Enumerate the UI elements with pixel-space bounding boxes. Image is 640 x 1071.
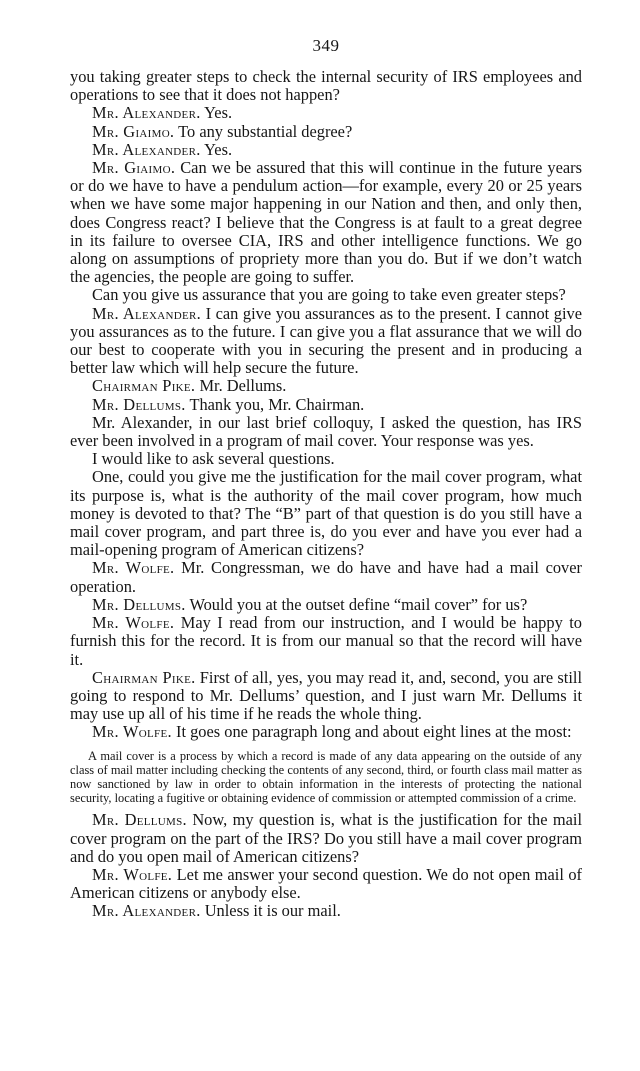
transcript-paragraph — [70, 141, 582, 159]
speaker-name: Mr. Alexander. — [92, 901, 201, 921]
paragraph-text: Yes. — [204, 103, 233, 123]
transcript-paragraph — [70, 866, 582, 902]
transcript-paragraph — [70, 286, 582, 304]
paragraph-text: Now, my question is, what is the justification for the mail cover program on the part of the IRS? Do you still have a mail cover program and do you open mail of American citizens? — [70, 810, 582, 866]
transcript-paragraphs-after — [70, 811, 582, 920]
speaker-name: Mr. Dellums. — [92, 810, 187, 830]
speaker-name: Mr. Alexander. — [92, 139, 201, 159]
paragraph-text: Yes. — [204, 139, 233, 159]
paragraph-text: Mr. Alexander, in our last brief colloquy, I asked the question, has IRS ever been involved in a program of mail cover. Your response was yes. — [70, 412, 582, 451]
transcript-paragraph — [70, 902, 582, 920]
transcript-paragraph — [70, 723, 582, 741]
speaker-name: Mr. Alexander. — [92, 303, 202, 323]
transcript-paragraph — [70, 596, 582, 614]
speaker-name: Mr. Wolfe. — [92, 722, 172, 742]
speaker-name: Mr. Giaimo. — [92, 158, 176, 178]
paragraph-text: It goes one paragraph long and about eight lines at the most: — [176, 722, 572, 742]
quoted-definition: A mail cover is a process by which a record is made of any data appearing on the outside of any class of mail matter including checking the contents of any second, third, or fourth class mail matter as now sanctioned by law in order to obtain information in the interests of protecting the national security, locating a fugitive or obtaining evidence of commission or attempted commission of a crime. — [70, 748, 582, 806]
transcript-paragraph — [70, 377, 582, 395]
transcript-paragraph — [70, 559, 582, 595]
paragraph-text: Can you give us assurance that you are going to take even greater steps? — [92, 285, 566, 305]
transcript-paragraph — [70, 305, 582, 378]
paragraph-text: I can give you assurances as to the present. I cannot give you assurances as to the future. I can give you a flat assurance that we will do our best to cooperate with you in securing the present and in producing a better law which will help secure the future. — [70, 303, 582, 378]
transcript-paragraph — [70, 396, 582, 414]
speaker-name: Chairman Pike. — [92, 667, 196, 687]
speaker-name: Mr. Wolfe. — [92, 864, 173, 884]
transcript-paragraph — [70, 68, 582, 104]
transcript-paragraph — [70, 614, 582, 669]
transcript-paragraph — [70, 450, 582, 468]
transcript-body — [70, 68, 582, 921]
page-number: 349 — [312, 36, 340, 55]
paragraph-text: May I read from our instruction, and I would be happy to furnish this for the record. It is from our manual so that the record will have it. — [70, 613, 582, 669]
paragraph-text: First of all, yes, you may read it, and, second, you are still going to respond to Mr. Dellums’ question, and I just warn Mr. Dellums it may use up all of his time if he reads the whole thing. — [70, 667, 583, 724]
transcript-paragraphs — [70, 68, 582, 742]
paragraph-text: Unless it is our mail. — [204, 901, 341, 921]
speaker-name: Mr. Dellums. — [92, 594, 186, 614]
transcript-paragraph — [70, 414, 582, 450]
speaker-name: Mr. Giaimo. — [92, 121, 175, 141]
speaker-name: Mr. Dellums. — [92, 394, 186, 414]
transcript-paragraph — [70, 104, 582, 122]
paragraph-text: Mr. Dellums. — [199, 376, 287, 396]
speaker-name: Mr. Wolfe. — [92, 558, 175, 578]
speaker-name: Mr. Wolfe. — [92, 613, 175, 633]
paragraph-text: I would like to ask several questions. — [92, 449, 335, 469]
transcript-paragraph — [70, 669, 582, 724]
paragraph-text: Would you at the outset define “mail cover” for us? — [189, 594, 528, 614]
paragraph-text: Can we be assured that this will continue in the future years or do we have to have a pendulum action—for example, every 20 or 25 years when we have some major happening in our Nation and then, and only then, does Congress react? I believe that the Congress is at fault to a great degree in its failure to oversee CIA, IRS and other intelligence functions. We go along on assumptions of propriety more than you do. But if we don’t watch the agencies, the people are going to suffer. — [70, 158, 582, 287]
transcript-paragraph — [70, 159, 582, 286]
paragraph-text: Thank you, Mr. Chairman. — [189, 394, 365, 414]
transcript-paragraph — [70, 811, 582, 866]
transcript-paragraph — [70, 468, 582, 559]
transcript-paragraph — [70, 123, 582, 141]
paragraph-text: Mr. Congressman, we do have and have had a mail cover operation. — [70, 558, 582, 596]
paragraph-text: One, could you give me the justification for the mail cover program, what its purpose is, what is the authority of the mail cover program, how much money is devoted to that? The “B” part of that question is do you still have a mail cover program, and part three is, do you ever and have you ever had a mail-opening program of American citizens? — [70, 467, 582, 560]
paragraph-text: Let me answer your second question. We do not open mail of American citizens or anybody else. — [70, 864, 582, 903]
paragraph-text: you taking greater steps to check the internal security of IRS employees and operations to see that it does not happen? — [70, 67, 582, 105]
speaker-name: Chairman Pike. — [92, 376, 196, 396]
speaker-name: Mr. Alexander. — [92, 103, 201, 123]
paragraph-text: To any substantial degree? — [178, 121, 353, 141]
